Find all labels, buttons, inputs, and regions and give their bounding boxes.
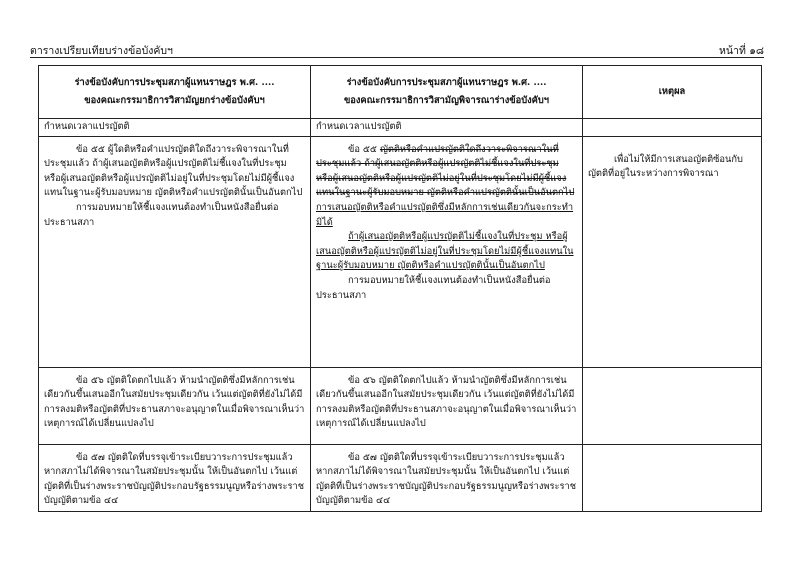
clause-text: ข้อ ๕๕ ผู้ใดติหรือคำแปรญัตติใดถึงวาระพิจารณาในที่ประชุมแล้ว ถ้าผู้เสนอญัตติหรือผู้แปรญัตติไม่ชี้แจงในที่ประชุม หรือผู้เสนอญัตติหรือผู้แปรญัตติไม่อยู่ในที่ประชุมโดยไม่มีผู้ชี้แจงแทนในฐานะผู้รับมอบหมาย ญัตติหรือคำแปรญัตตินั้นเป็นอันตกไป [44,143,303,199]
committee-draft-cell [39,367,311,444]
table-header-row [39,66,762,119]
committee-draft-cell [39,136,311,367]
column-header-line: เหตุผล [658,86,686,97]
column-header-line: ของคณะกรรมาธิการวิสามัญพิจารณาร่างข้อบังคับฯ [343,95,550,106]
column-header-reason [583,66,762,119]
table-row [39,444,762,511]
clause-text: ข้อ ๕๖ ญัตติใดตกไปแล้ว ห้ามนำญัตติซึ่งมีหลักการเช่นเดียวกันขึ้นเสนออีกในสมัยประชุมเดียวกัน เว้นแต่ญัตติที่ยังไม่ได้มีการลงมติหรือญัตติที่ประธานสภาจะอนุญาตในเมื่อพิจารณาเห็นว่าเหตุการณ์ได้เปลี่ยนแปลงไป [316,374,577,430]
inserted-text: ถ้าผู้เสนอญัตติหรือผู้แปรญัตติไม่ชี้แจงในที่ประชุม หรือผู้เสนอญัตติหรือผู้แปรญัตติไม่อยู่ในที่ประชุมโดยไม่มีผู้ชี้แจงแทนในฐานะผู้รับมอบหมาย ญัตติหรือคำแปรญัตตินั้นเป็นอันตกไป [316,231,574,272]
clause-text [316,143,577,231]
clause-text: ข้อ ๕๗ ญัตติใดที่บรรจุเข้าระเบียบวาระการประชุมแล้ว หากสภาไม่ได้พิจารณาในสมัยประชุมนั้น ให้เป็นอันตกไป เว้นแต่ญัตติที่เป็นร่างพระราชบัญญัติประกอบรัฐธรรมนูญหรือร่างพระราชบัญญัติตามข้อ ๔๔ [44,451,305,507]
table-row [39,367,762,444]
reason-text: เพื่อไม่ให้มีการเสนอญัตติซ้อนกับญัตติที่อยู่ในระหว่างการพิจารณา [588,153,743,180]
header-divider [30,57,764,58]
clause-text: การมอบหมายให้ชี้แจงแทนต้องทำเป็นหนังสือยื่นต่อประธานสภา [316,274,551,301]
reason-cell [583,367,762,444]
clause-text: ข้อ ๕๗ ญัตติใดที่บรรจุเข้าระเบียบวาระการประชุมแล้ว หากสภาไม่ได้พิจารณาในสมัยประชุมนั้น ให้เป็นอันตกไป เว้นแต่ญัตติที่เป็นร่างพระราชบัญญัติประกอบรัฐธรรมนูญหรือร่างพระราชบัญญัติตามข้อ ๔๔ [316,451,577,507]
section-heading-cell [583,119,762,137]
clause-text: ข้อ ๕๖ ญัตติใดตกไปแล้ว ห้ามนำญัตติซึ่งมีหลักการเช่นเดียวกันขึ้นเสนออีกในสมัยประชุมเดียวกัน เว้นแต่ญัตติที่ยังไม่ได้มีการลงมติหรือญัตติที่ประธานสภาจะอนุญาตในเมื่อพิจารณาเห็นว่าเหตุการณ์ได้เปลี่ยนแปลงไป [44,374,305,430]
section-heading-row [39,119,762,137]
column-header-committee-draft [39,66,311,119]
table-row [39,136,762,367]
review-draft-cell [311,367,583,444]
column-header-line: ร่างข้อบังคับการประชุมสภาผู้แทนราษฎร พ.ศ. .... [346,77,547,88]
document-title: ตารางเปรียบเทียบร่างข้อบังคับฯ [30,45,173,57]
clause-number: ข้อ ๕๕ [348,143,377,155]
column-header-line: ของคณะกรรมาธิการวิสามัญยกร่างข้อบังคับฯ [84,95,265,106]
inserted-text: การเสนอญัตติหรือคำแปรญัตติซึ่งมีหลักการเช่นเดียวกันจะกระทำมิได้ [316,201,574,228]
committee-draft-cell [39,444,311,511]
review-draft-cell [311,136,583,367]
clause-text: การมอบหมายให้ชี้แจงแทนต้องทำเป็นหนังสือยื่นต่อประธานสภา [44,201,279,228]
section-heading-cell: กำหนดเวลาแปรญัตติ [311,119,583,137]
review-draft-cell [311,444,583,511]
struck-text: ญัตติหรือคำแปรญัตติใดถึงวาระพิจารณาในที่ประชุมแล้ว ถ้าผู้เสนอญัตติหรือผู้แปรญัตติไม่ชี้แจงในที่ประชุม หรือผู้เสนอญัตติหรือผู้แปรญัตติไม่อยู่ในที่ประชุมโดยไม่มีผู้ชี้แจงแทนในฐานะผู้รับมอบหมาย ญัตติหรือคำแปรญัตตินั้นเป็นอันตกไป [316,143,575,199]
reason-cell [583,136,762,367]
comparison-table [38,65,762,512]
page-number: หน้าที่ ๑๘ [718,45,764,57]
section-heading-cell: กำหนดเวลาแปรญัตติ [39,119,311,137]
reason-cell [583,444,762,511]
column-header-line: ร่างข้อบังคับการประชุมสภาผู้แทนราษฎร พ.ศ. .... [74,77,275,88]
column-header-review-draft [311,66,583,119]
